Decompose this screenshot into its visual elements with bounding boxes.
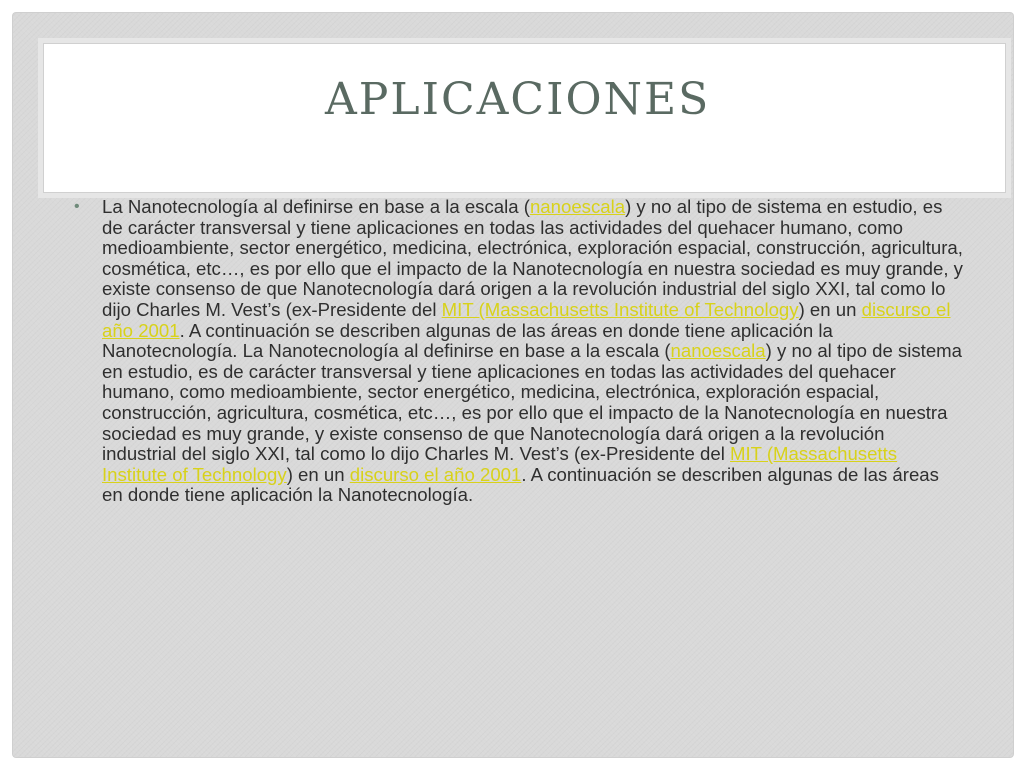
- paragraph-text: ) y no al tipo de sistema en estudio, es de carácter transversal y tiene aplicaciones en todas las actividades del quehacer humano, como medioambiente, sector energético, medicina, electrónica, exploración espacial, construcción, agricultura, cosmética, etc…, es por ello que el impacto de la Nanotecnología en nuestra sociedad es muy grande, y existe consenso de que Nanotecnología dará origen a la revolución industrial del siglo XXI, tal como lo dijo Charles M. Vest’s (ex-Presidente del: [102, 340, 963, 465]
- paragraph-link[interactable]: nanoescala: [670, 340, 766, 362]
- slide-title: APLICACIONES: [325, 74, 711, 125]
- paragraph-text: . A continuación se describen algunas de las áreas en donde tiene aplicación la Nanotecnología.: [102, 463, 939, 506]
- paragraph-link[interactable]: nanoescala: [529, 196, 626, 217]
- paragraph-text: La Nanotecnología al definirse en base a la escala (: [102, 196, 530, 217]
- bullet-item: [74, 197, 964, 506]
- bullet-paragraph: [102, 196, 963, 505]
- paragraph-link[interactable]: MIT (Massachusetts Institute of Technology: [102, 443, 898, 485]
- paragraph-text: ) y no al tipo de sistema en estudio, es de carácter transversal y tiene aplicaciones en todas las actividades del quehacer humano, como medioambiente, sector energético, medicina, electrónica, exploración espacial, construcción, agricultura, cosmética, etc…, es por ello que el impacto de la Nanotecnología en nuestra sociedad es muy grande, y existe consenso de que Nanotecnología dará origen a la revolución industrial del siglo XXI, tal como lo dijo Charles M. Vest’s (ex-Presidente del: [102, 196, 963, 320]
- paragraph-link[interactable]: discurso el año 2001: [349, 463, 522, 485]
- bullet-icon: •: [74, 198, 80, 215]
- paragraph-text: ) en un: [286, 463, 350, 485]
- paragraph-text: ) en un: [798, 298, 862, 320]
- paragraph-text: . A continuación se describen algunas de las áreas en donde tiene aplicación la Nanotecnología. La Nanotecnología al definirse en base a la escala (: [102, 319, 833, 362]
- content-body: [74, 197, 964, 506]
- paragraph-link[interactable]: discurso el año 2001: [102, 298, 951, 341]
- paragraph-link[interactable]: MIT (Massachusetts Institute of Technology: [441, 298, 799, 320]
